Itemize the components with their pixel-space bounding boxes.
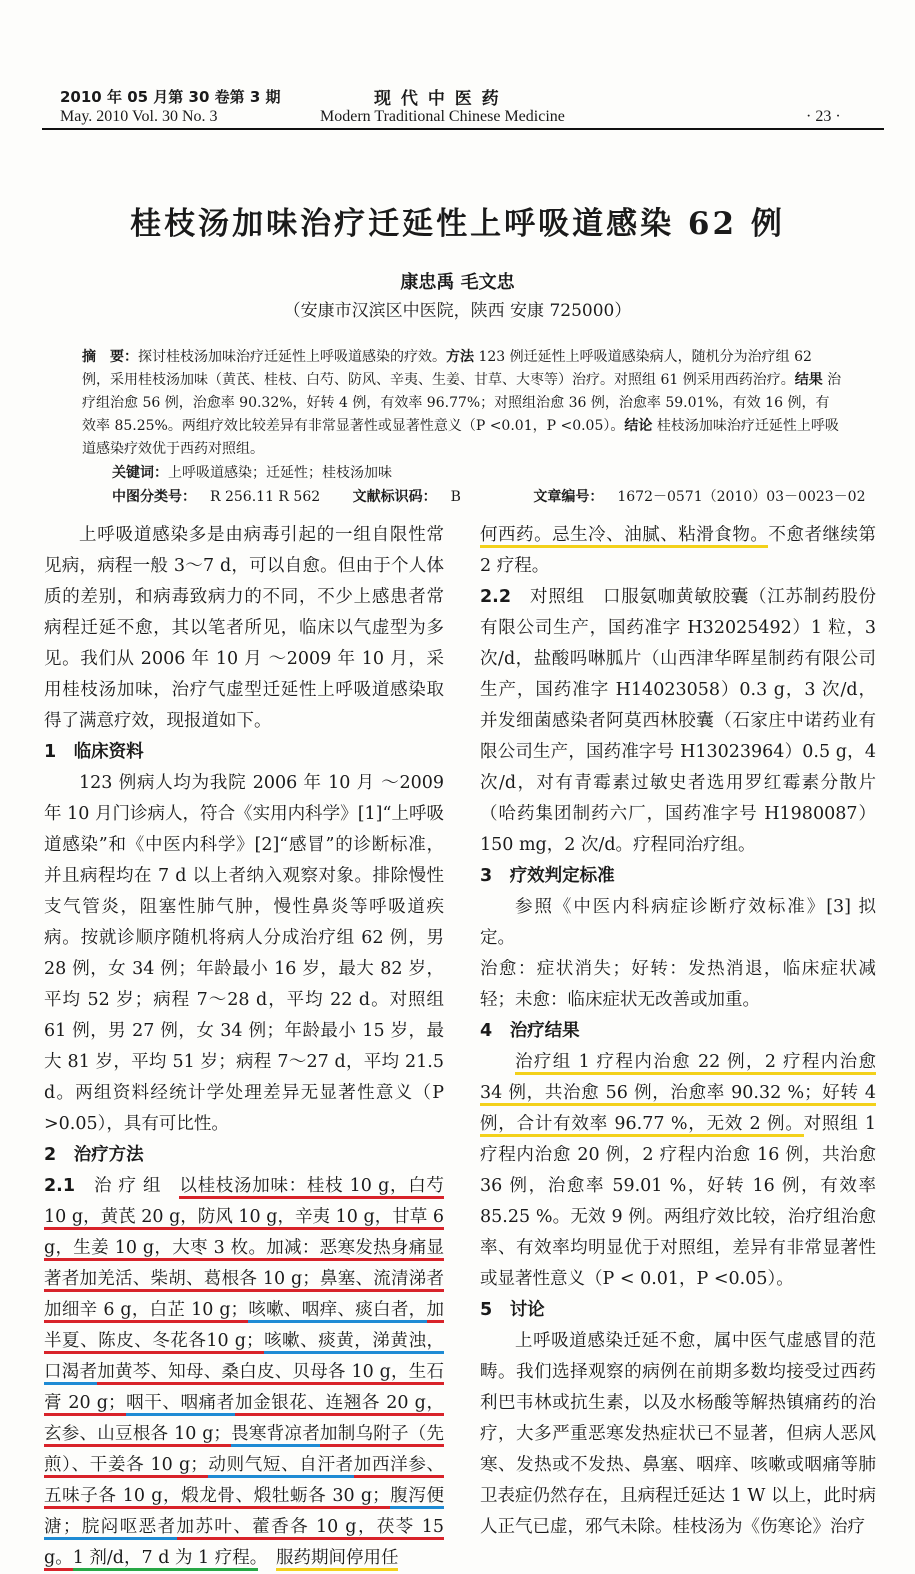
abstract-conclusion: 桂枝汤加味治疗迁延性上呼吸道感染疗效优于西药对照组。 — [82, 418, 839, 457]
restriction-cont-highlight: 何西药。忌生冷、油腻、粘滑食物。 — [480, 525, 768, 548]
cough-white-highlight: 咳嗽、咽痒、痰白者， — [248, 1300, 426, 1323]
results-control: 对照组 1 疗程内治愈 20 例，2 疗程内治愈 16 例，共治愈 36 例，治愈率 59.01 %，好转 16 例，有效率 85.25 %。无效 9 例。两组疗效比较，治疗组治愈率、有效率均明显优于对照组，差异有非常显著性或显著性意义（P < 0.01，P <0.05）。 — [480, 1114, 876, 1289]
continuation-text — [480, 520, 876, 582]
diarrhea-highlight: 腹泻便溏； — [44, 1486, 444, 1540]
cls-value: R 256.11 R 562 — [210, 489, 321, 505]
page-number: · 23 · — [806, 108, 841, 125]
throat-highlight: 咽干、咽痛者 — [126, 1393, 235, 1416]
affiliation: （安康市汉滨区中医院，陕西 安康 725000） — [283, 301, 632, 321]
doc-label: 文献标识码： — [352, 489, 437, 505]
dosage-highlight: 1 剂/d，7 d 为 1 疗程。 — [73, 1548, 259, 1571]
section-1-text: 123 例病人均为我院 2006 年 10 月 ～2009 年 10 月门诊病人，符合《实用内科学》[1]“上呼吸道感染”和《中医内科学》[2]“感冒”的诊断标准，并且病程均在 7 d 以上者纳入观察对象。排除慢性支气管炎，阻塞性肺气肿，慢性鼻炎等呼吸道疾病。按就诊顺序随机将病人分成治疗组 62 例，男 28 例，女 34 例；年龄最小 16 岁，最大 82 岁，平均 52 岁；病程 7～28 d，平均 22 d。对照组 61 例，男 27 例，女 34 例；年龄最小 15 岁，最大 81 岁，平均 51 岁；病程 7～27 d，平均 21.5 d。两组资料经统计学处理差异无显著性意义（P >0.05），具有可比性。 — [44, 773, 444, 1134]
abstract-intro: 探讨桂枝汤加味治疗迁延性上呼吸道感染的疗效。 — [138, 349, 446, 365]
section-5-heading: 5 讨论 — [480, 1300, 545, 1320]
abstract-label: 摘 要： — [82, 349, 138, 365]
cough-white-herbs-highlight: 加半夏、陈皮、冬花各10 g； — [44, 1300, 444, 1354]
abstract — [82, 346, 842, 461]
journal-en: Modern Traditional Chinese Medicine — [320, 108, 565, 125]
section-2-1-text: 2.1 治 疗 组 以桂枝汤加味：桂枝 10 g，白芍 10 g，黄芪 20 g，防风 10 g，辛夷 10 g，甘草 6 g，生姜 10 g，大枣 3 枚。加减：恶寒发热身痛显著者加羌活、柴胡、葛根各 10 g；鼻塞、流清涕者加细辛 6 g，白芷 10 g；咳嗽、咽痒、痰白者，加半夏、陈皮、冬花各10 g；咳嗽、痰黄，涕黄浊，口渴者加黄芩、知母、桑白皮、贝母各 10 g，生石膏 20 g；咽干、咽痛者加金银花、连翘各 20 g，玄参、山豆根各 10 g；畏寒背凉者加制乌附子（先煎）、干姜各 10 g；动则气短、自汗者加西洋参、五味子各 10 g，煅龙骨、煅牡蛎各 30 g；腹泻便溏；脘闷呕恶者加苏叶、藿香各 10 g，茯苓 15 g。1 剂/d，7 d 为 1 疗程。 服药期间停用任 — [44, 1171, 444, 1574]
section-3-heading: 3 疗效判定标准 — [480, 866, 615, 886]
restriction-highlight: 服药期间停用任 — [276, 1548, 399, 1571]
section-4-text — [480, 1047, 876, 1295]
abstract-conclusion-label: 结论 — [624, 418, 653, 434]
abstract-method-label: 方法 — [446, 349, 474, 365]
abstract-result-label: 结果 — [794, 372, 823, 388]
section-4-heading: 4 治疗结果 — [480, 1021, 580, 1041]
section-5-text: 上呼吸道感染迁延不愈，属中医气虚感冒的范畴。我们选择观察的病例在前期多数均接受过西药利巴韦林或抗生素，以及水杨酸等解热镇痛药的治疗，大多严重恶寒发热症状已不显著，但病人恶风寒、发热或不发热、鼻塞、咽痒、咳嗽或咽痛等肺卫表症仍然存在，且病程迁延达 1 W 以上，此时病人正气已虚，邪气未除。桂枝汤为《伤寒论》治疗 — [480, 1331, 876, 1537]
section-3-text: 参照《中医内科病症诊断疗效标准》[3] 拟定。 — [480, 897, 876, 948]
cold-back-highlight: 畏寒背凉者 — [231, 1424, 320, 1447]
short-breath-highlight: 动则气短、自汗者 — [208, 1455, 354, 1478]
keywords — [112, 462, 392, 482]
right-column — [480, 520, 876, 1543]
header-rule — [42, 128, 884, 130]
results-highlight: 治疗组 1 疗程内治愈 22 例，2 疗程内治愈 34 例，共治愈 56 例，治愈率 90.32 %；好转 4 例，合计有效率 96.77 %，无效 2 例。 — [480, 1052, 876, 1137]
section-1-heading: 1 临床资料 — [44, 742, 144, 762]
art-label: 文章编号： — [533, 489, 604, 505]
keywords-label: 关键词： — [112, 465, 168, 481]
issue-cn: 2010 年 05 月第 30 卷第 3 期 — [60, 88, 281, 106]
cls-label: 中图分类号： — [112, 489, 196, 505]
doc-value: B — [450, 489, 461, 505]
continuation-tail: 不愈者继续第 2 疗程。 — [480, 525, 877, 576]
cough-yellow-herbs-highlight: 加黄芩、知母、桑白皮、贝母各 10 g，生石膏 20 g； — [44, 1362, 444, 1416]
section-3-criteria: 治愈：症状消失；好转：发热消退，临床症状减轻；未愈：临床症状无改善或加重。 — [480, 959, 876, 1010]
section-2-2-text: 2.2 对照组 口服氨咖黄敏胶囊（江苏制药股份有限公司生产，国药准字 H32025492）1 粒，3 次/d，盐酸吗啉胍片（山西津华晖星制药有限公司生产，国药准字 H14023058）0.3 g，3 次/d，并发细菌感染者阿莫西林胶囊（石家庄中诺药业有限公司生产，国药准字号 H13023964）0.5 g，4 次/d，对有青霉素过敏史者选用罗红霉素分散片（哈药集团制药六厂，国药准字号 H1980087）150 mg，2 次/d。疗程同治疗组。 — [480, 587, 877, 855]
cough-yellow-highlight: 咳嗽、痰黄，涕黄浊，口渴者 — [44, 1331, 444, 1385]
nausea-herbs-highlight: 加苏叶、藿香各 10 g，茯苓 15 g。 — [44, 1517, 444, 1571]
classification-row — [112, 486, 894, 506]
issue-en: May. 2010 Vol. 30 No. 3 — [60, 108, 218, 125]
art-value: 1672－0571（2010）03－0023－02 — [617, 489, 866, 505]
abstract-result: 治疗组治愈 56 例，治愈率 90.32%，好转 4 例，有效率 96.77%；对照组治愈 36 例，治愈率 59.01%，有效 16 例，有效率 85.25%。两组疗效比较差异有非常显著性或显著性意义（P <0.01，P <0.05）。 — [82, 372, 842, 434]
cold-back-herbs-highlight: 加制乌附子（先煎）、干姜各 10 g； — [44, 1424, 444, 1478]
authors: 康忠禹 毛文忠 — [400, 272, 515, 293]
throat-herbs-highlight: 加金银花、连翘各 20 g，玄参、山豆根各 10 g； — [44, 1393, 444, 1447]
journal-cn: 现 代 中 医 药 — [374, 89, 501, 109]
intro-paragraph: 上呼吸道感染多是由病毒引起的一组自限性常见病，病程一般 3～7 d，可以自愈。但由于个人体质的差别，和病毒致病力的不同，不少上感患者常病程迁延不愈，其以笔者所见，临床以气虚型为多见。我们从 2006 年 10 月 ～2009 年 10 月，采用桂枝汤加味，治疗气虚型迁延性上呼吸道感染取得了满意疗效，现报道如下。 — [44, 525, 444, 731]
formula-base-highlight: 以桂枝汤加味：桂枝 10 g，白芍 10 g，黄芪 20 g，防风 10 g，辛夷 10 g，甘草 6 g，生姜 10 g，大枣 3 枚。加减：恶寒发热身痛显著者加羌活、柴胡、葛根各 10 g；鼻塞、流清涕者加细辛 6 g，白芷 10 g； — [44, 1176, 444, 1323]
section-2-heading: 2 治疗方法 — [44, 1145, 144, 1165]
article-title: 桂枝汤加味治疗迁延性上呼吸道感染 62 例 — [130, 206, 785, 242]
abstract-method: 123 例迁延性上呼吸道感染病人，随机分为治疗组 62 例，采用桂枝汤加味（黄芪、桂枝、白芍、防风、辛夷、生姜、甘草、大枣等）治疗。对照组 61 例采用西药治疗。 — [82, 349, 812, 388]
nausea-highlight: 脘闷呕恶者 — [80, 1517, 176, 1540]
keywords-text: 上呼吸道感染；迁延性；桂枝汤加味 — [168, 465, 392, 481]
left-column — [44, 520, 444, 1574]
short-breath-herbs-highlight: 加西洋参、五味子各 10 g，煅龙骨、煅牡蛎各 30 g； — [44, 1455, 444, 1509]
